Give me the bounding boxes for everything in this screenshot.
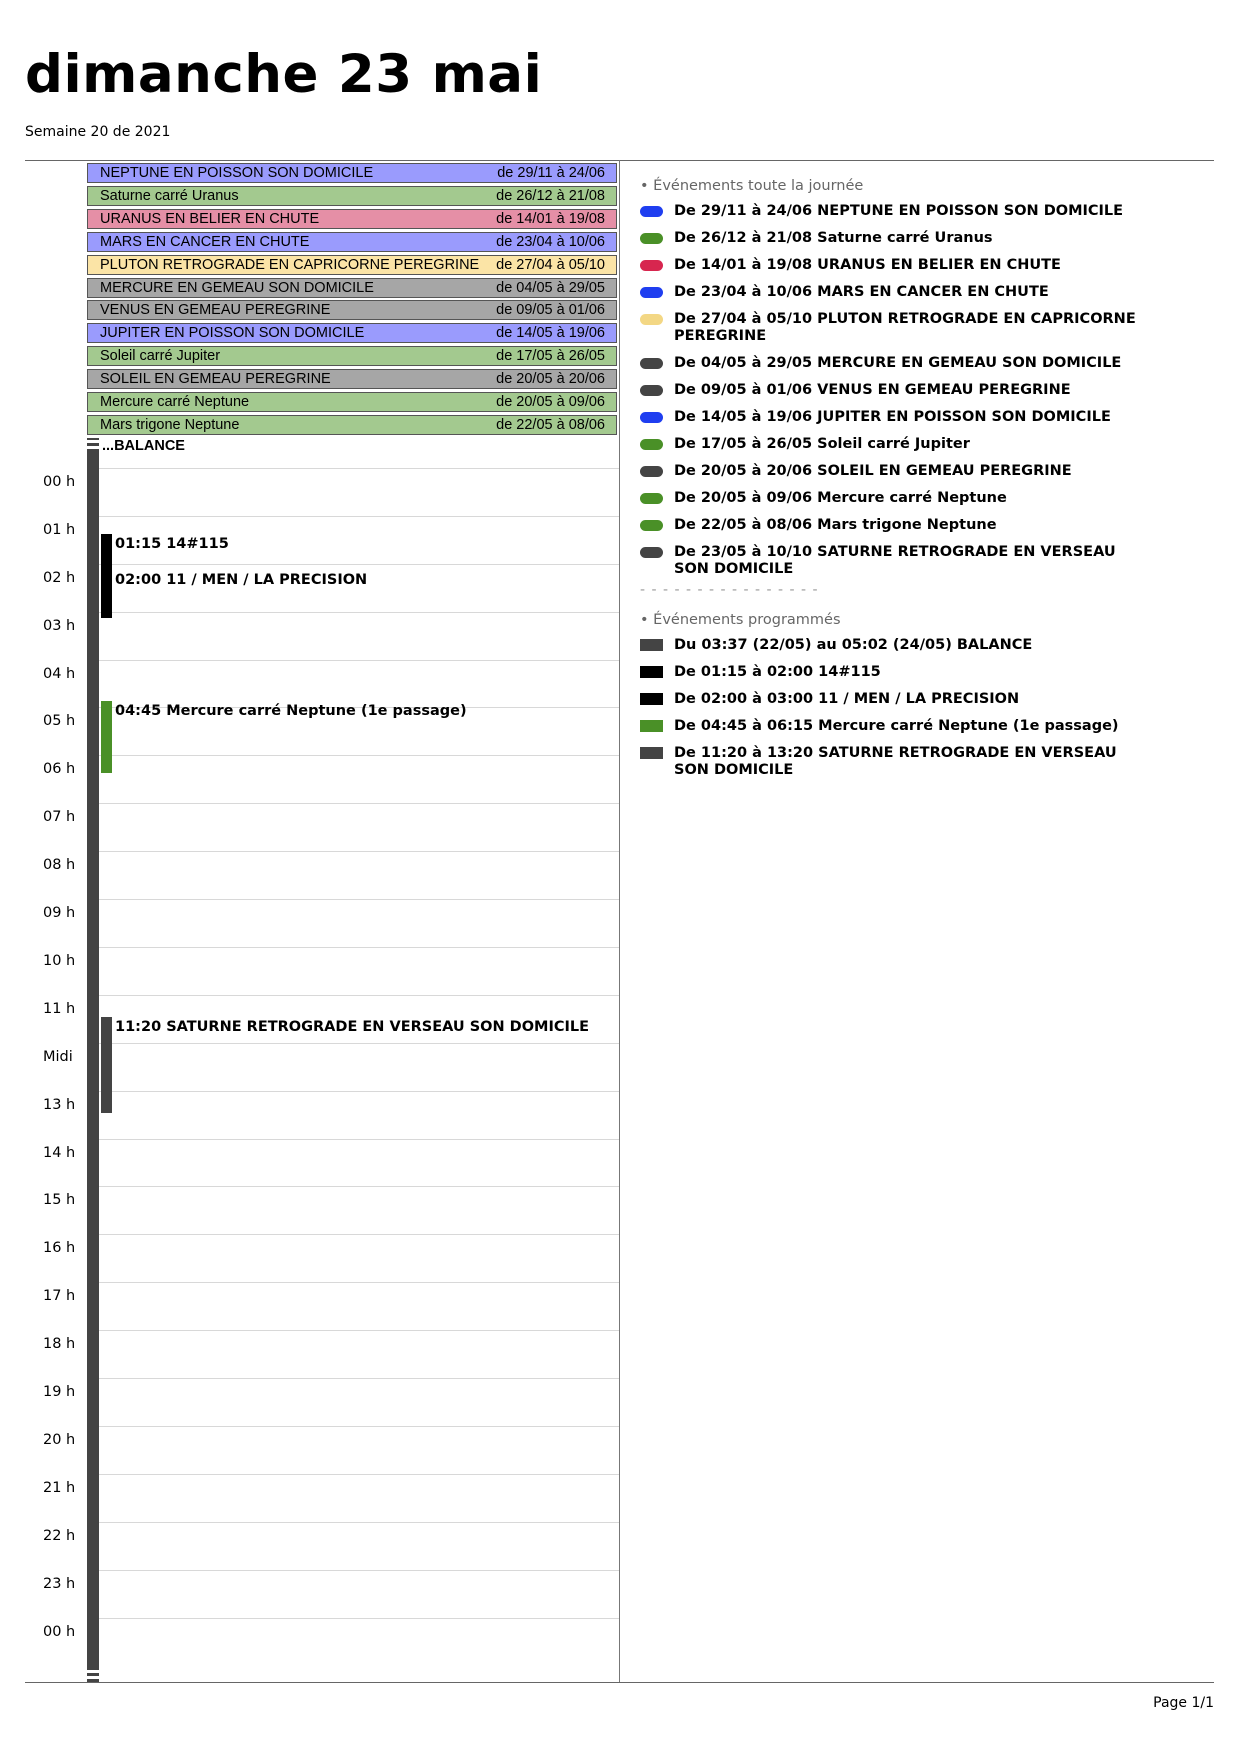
all-day-section-heading: • Événements toute la journée (640, 178, 864, 194)
banner-name: NEPTUNE EN POISSON SON DOMICILE (100, 165, 374, 181)
banner-dates: de 27/04 à 05/10 (496, 256, 605, 273)
hour-gridline (99, 947, 619, 948)
banner-dates: de 29/11 à 24/06 (497, 165, 605, 181)
color-swatch-icon (640, 233, 663, 244)
hour-gridline (99, 755, 619, 756)
color-swatch-icon (640, 666, 663, 678)
hour-label: 03 h (43, 617, 76, 634)
hour-label: 15 h (43, 1192, 76, 1209)
hour-gridline (99, 1426, 619, 1427)
color-swatch-icon (640, 693, 663, 705)
hour-gridline (99, 1234, 619, 1235)
hour-label: 00 h (43, 1623, 76, 1640)
hour-label: 20 h (43, 1431, 76, 1448)
hour-label: 11 h (43, 1000, 76, 1017)
color-swatch-icon (640, 260, 663, 271)
all-day-banner[interactable] (87, 163, 617, 183)
hour-gridline (99, 1474, 619, 1475)
color-swatch-icon (640, 358, 663, 369)
banner-name: MARS EN CANCER EN CHUTE (100, 233, 310, 250)
timed-event-label[interactable]: 04:45 Mercure carré Neptune (1e passage) (115, 703, 467, 720)
all-day-banner[interactable] (87, 369, 617, 389)
event-list-text: De 23/05 à 10/10 SATURNE RETROGRADE EN VERSEAU SON DOMICILE (674, 544, 1116, 577)
hour-label: 16 h (43, 1240, 76, 1257)
color-swatch-icon (640, 639, 663, 651)
banner-dates: de 14/01 à 19/08 (496, 210, 605, 227)
hour-label: 23 h (43, 1575, 76, 1592)
hour-label: 07 h (43, 809, 76, 826)
day-time-grid (25, 438, 619, 1682)
color-swatch-icon (640, 206, 663, 217)
all-day-banner[interactable] (87, 186, 617, 206)
hour-gridline (99, 1522, 619, 1523)
hour-label: 13 h (43, 1096, 76, 1113)
color-swatch-icon (640, 547, 663, 558)
event-list-text: De 29/11 à 24/06 NEPTUNE EN POISSON SON DOMICILE (674, 203, 1124, 219)
event-list-text: De 11:20 à 13:20 SATURNE RETROGRADE EN VERSEAU SON DOMICILE (674, 745, 1117, 778)
banner-name: VENUS EN GEMEAU PEREGRINE (100, 302, 331, 319)
section-separator: - - - - - - - - - - - - - - - - (640, 582, 819, 598)
event-list-text: De 22/05 à 08/06 Mars trigone Neptune (674, 517, 997, 533)
hour-label: 14 h (43, 1144, 76, 1161)
banner-dates: de 17/05 à 26/05 (496, 348, 605, 365)
banner-dates: de 26/12 à 21/08 (496, 187, 605, 204)
hour-label: 05 h (43, 713, 76, 730)
hour-gridline (99, 1618, 619, 1619)
hour-label: 00 h (43, 473, 76, 490)
hour-gridline (99, 1186, 619, 1187)
event-list-text: De 20/05 à 20/06 SOLEIL EN GEMEAU PEREGRINE (674, 463, 1072, 479)
banner-name: JUPITER EN POISSON SON DOMICILE (100, 325, 365, 342)
color-swatch-icon (640, 439, 663, 450)
color-swatch-icon (640, 466, 663, 477)
color-swatch-icon (640, 385, 663, 396)
event-list-text: Du 03:37 (22/05) au 05:02 (24/05) BALANCE (674, 637, 1033, 653)
banner-dates: de 23/04 à 10/06 (496, 233, 605, 250)
hour-label: 09 h (43, 905, 76, 921)
timed-event-bar[interactable] (101, 570, 112, 618)
hour-label: 19 h (43, 1384, 76, 1400)
timed-event-label[interactable]: 01:15 14#115 (115, 535, 229, 552)
hour-label: 17 h (43, 1288, 76, 1305)
color-swatch-icon (640, 747, 663, 759)
color-swatch-icon (640, 412, 663, 423)
all-day-banner[interactable] (87, 232, 617, 252)
span-continues-top-icon (87, 446, 99, 449)
hour-gridline (99, 612, 619, 613)
banner-name: MERCURE EN GEMEAU SON DOMICILE (100, 279, 374, 296)
banner-dates: de 14/05 à 19/06 (496, 325, 605, 342)
all-day-banner[interactable] (87, 300, 617, 320)
hour-gridline (99, 803, 619, 804)
event-list-text: De 26/12 à 21/08 Saturne carré Uranus (674, 230, 993, 246)
color-swatch-icon (640, 287, 663, 298)
hour-gridline (99, 1378, 619, 1379)
spanning-event-bar[interactable] (87, 438, 99, 1682)
page-title: dimanche 23 mai (25, 44, 543, 105)
event-list-text: De 17/05 à 26/05 Soleil carré Jupiter (674, 436, 970, 452)
banner-name: SOLEIL EN GEMEAU PEREGRINE (100, 371, 331, 388)
all-day-banner[interactable] (87, 323, 617, 343)
banner-dates: de 22/05 à 08/06 (496, 416, 605, 433)
hour-gridline (99, 1091, 619, 1092)
color-swatch-icon (640, 520, 663, 531)
event-list-text: De 20/05 à 09/06 Mercure carré Neptune (674, 490, 1007, 506)
event-list-text: De 04/05 à 29/05 MERCURE EN GEMEAU SON DOMICILE (674, 355, 1122, 371)
banner-name: PLUTON RETROGRADE EN CAPRICORNE PEREGRINE (100, 256, 480, 273)
hour-gridline (99, 1570, 619, 1571)
timed-event-label[interactable]: 02:00 11 / MEN / LA PRECISION (115, 571, 368, 588)
timed-event-bar[interactable] (101, 534, 112, 570)
banner-name: Soleil carré Jupiter (100, 348, 221, 365)
column-divider (619, 160, 620, 1682)
event-list-text: De 01:15 à 02:00 14#115 (674, 664, 881, 680)
banner-name: URANUS EN BELIER EN CHUTE (100, 210, 320, 227)
hour-gridline (99, 851, 619, 852)
banner-name: Mercure carré Neptune (100, 394, 250, 410)
banner-dates: de 09/05 à 01/06 (496, 302, 605, 319)
hour-label: 22 h (43, 1527, 76, 1544)
color-swatch-icon (640, 314, 663, 325)
event-list-text: De 23/04 à 10/06 MARS EN CANCER EN CHUTE (674, 284, 1049, 300)
spanning-event-label[interactable]: ...BALANCE (102, 438, 185, 454)
banner-name: Saturne carré Uranus (100, 187, 239, 204)
event-list-text: De 04:45 à 06:15 Mercure carré Neptune (1e passage) (674, 718, 1119, 734)
hour-label: 08 h (43, 857, 76, 874)
timed-event-bar[interactable] (101, 1017, 112, 1113)
hour-label: 06 h (43, 761, 76, 778)
hour-label: 02 h (43, 569, 76, 586)
hour-label: 04 h (43, 665, 76, 682)
all-day-banner[interactable] (87, 415, 617, 435)
hour-label: Midi (43, 1048, 73, 1065)
hour-gridline (99, 516, 619, 517)
scheduled-section-heading: • Événements programmés (640, 612, 841, 628)
event-list-text: De 14/01 à 19/08 URANUS EN BELIER EN CHUTE (674, 257, 1061, 273)
hour-label: 18 h (43, 1336, 76, 1353)
all-day-banner[interactable] (87, 392, 617, 412)
banner-dates: de 20/05 à 09/06 (496, 394, 605, 410)
hour-label: 10 h (43, 952, 76, 969)
hour-gridline (99, 1139, 619, 1140)
span-continues-bottom-icon (87, 1670, 99, 1673)
hour-gridline (99, 468, 619, 469)
banner-name: Mars trigone Neptune (100, 416, 240, 433)
hour-gridline (99, 1043, 619, 1044)
banner-dates: de 20/05 à 20/06 (496, 371, 605, 388)
page-number: Page 1/1 (1153, 1695, 1214, 1711)
hour-gridline (99, 1330, 619, 1331)
timed-event-label[interactable]: 11:20 SATURNE RETROGRADE EN VERSEAU SON DOMICILE (115, 1018, 590, 1035)
all-day-banner[interactable] (87, 255, 617, 275)
color-swatch-icon (640, 720, 663, 732)
hour-label: 01 h (43, 521, 76, 538)
bottom-divider (25, 1682, 1214, 1683)
span-continues-top-icon (87, 440, 99, 443)
hour-gridline (99, 995, 619, 996)
week-subtitle: Semaine 20 de 2021 (25, 124, 171, 140)
hour-gridline (99, 899, 619, 900)
event-list-text: De 27/04 à 05/10 PLUTON RETROGRADE EN CAPRICORNE PEREGRINE (674, 311, 1136, 344)
banner-dates: de 04/05 à 29/05 (496, 279, 605, 296)
all-day-banner[interactable] (87, 278, 617, 298)
event-list-text: De 14/05 à 19/06 JUPITER EN POISSON SON DOMICILE (674, 409, 1111, 425)
hour-label: 21 h (43, 1479, 76, 1496)
hour-gridline (99, 1282, 619, 1283)
span-continues-bottom-icon (87, 1676, 99, 1679)
all-day-banner[interactable] (87, 346, 617, 366)
event-list-text: De 02:00 à 03:00 11 / MEN / LA PRECISION (674, 691, 1020, 707)
color-swatch-icon (640, 493, 663, 504)
all-day-banner[interactable] (87, 209, 617, 229)
hour-gridline (99, 660, 619, 661)
timed-event-bar[interactable] (101, 701, 112, 773)
event-list-text: De 09/05 à 01/06 VENUS EN GEMEAU PEREGRINE (674, 382, 1071, 398)
hour-gridline (99, 564, 619, 565)
